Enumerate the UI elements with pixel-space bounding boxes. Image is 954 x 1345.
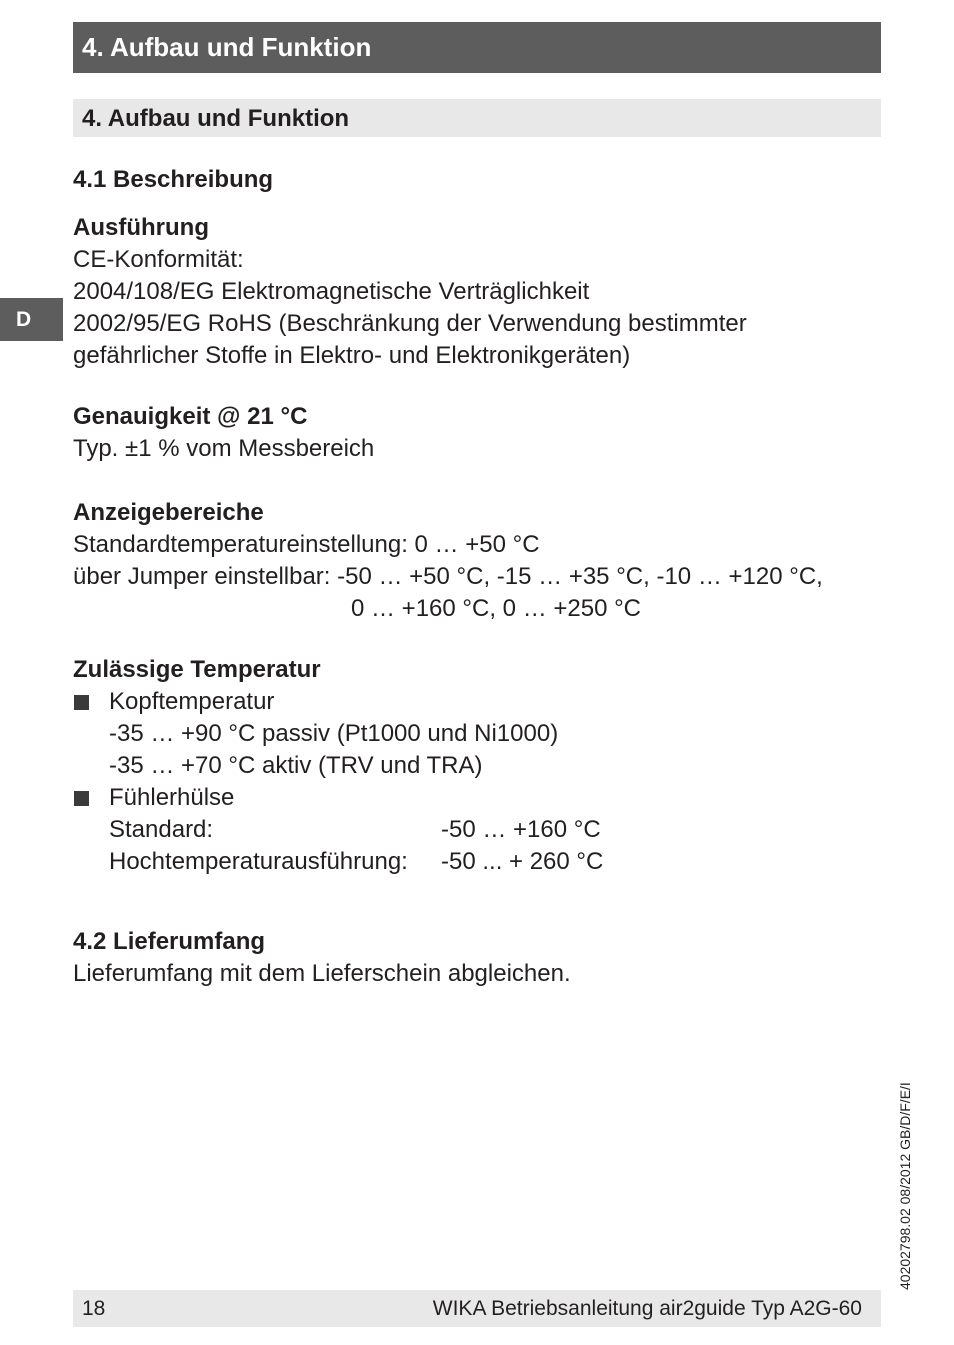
ce-line: CE-Konformität: [73,246,244,273]
anzeige-line-1: Standardtemperatureinstellung: 0 … +50 °C [73,531,540,558]
section-title: 4. Aufbau und Funktion [73,99,881,137]
chapter-header: 4. Aufbau und Funktion [73,22,881,73]
anzeige-line-3: 0 … +160 °C, 0 … +250 °C [351,595,642,622]
page-footer [73,1290,881,1327]
document-code: 40202798.02 08/2012 GB/D/F/E/I [897,1082,913,1290]
bullet-square [74,791,89,806]
standard-label: Standard: [109,816,214,843]
subsection-heading-lieferumfang: 4.2 Lieferumfang [73,928,266,955]
lieferumfang-text: Lieferumfang mit dem Lieferschein abgleichen. [73,960,571,987]
heading-anzeigebereiche: Anzeigebereiche [73,499,264,526]
genauigkeit-text: Typ. ±1 % vom Messbereich [73,435,375,462]
anzeige-line-2: über Jumper einstellbar: -50 … +50 °C, -15 … +35 °C, -10 … +120 °C, [73,563,823,590]
kopftemperatur-label: Kopftemperatur [109,688,275,715]
kopftemperatur-aktiv: -35 … +70 °C aktiv (TRV und TRA) [109,752,483,779]
hochtemperatur-value: -50 ... + 260 °C [441,848,604,875]
standard-value: -50 … +160 °C [441,816,601,843]
subsection-heading-beschreibung: 4.1 Beschreibung [73,166,274,193]
language-tab: D [0,298,63,341]
rohs-line-cont: gefährlicher Stoffe in Elektro- und Elektronikgeräten) [73,342,631,369]
fuehlerhuelse-label: Fühlerhülse [109,784,235,811]
heading-ausfuehrung: Ausführung [73,214,209,241]
hochtemperatur-label: Hochtemperaturausführung: [109,848,408,875]
page-number: 18 [82,1297,106,1320]
heading-zulaessige-temperatur: Zulässige Temperatur [73,656,321,683]
bullet-square [74,695,89,710]
kopftemperatur-passiv: -35 … +90 °C passiv (Pt1000 und Ni1000) [109,720,559,747]
rohs-line: 2002/95/EG RoHS (Beschränkung der Verwendung bestimmter [73,310,747,337]
emv-line: 2004/108/EG Elektromagnetische Verträglichkeit [73,278,590,305]
footer-title: WIKA Betriebsanleitung air2guide Typ A2G-60 [432,1297,862,1320]
heading-genauigkeit: Genauigkeit @ 21 °C [73,403,308,430]
